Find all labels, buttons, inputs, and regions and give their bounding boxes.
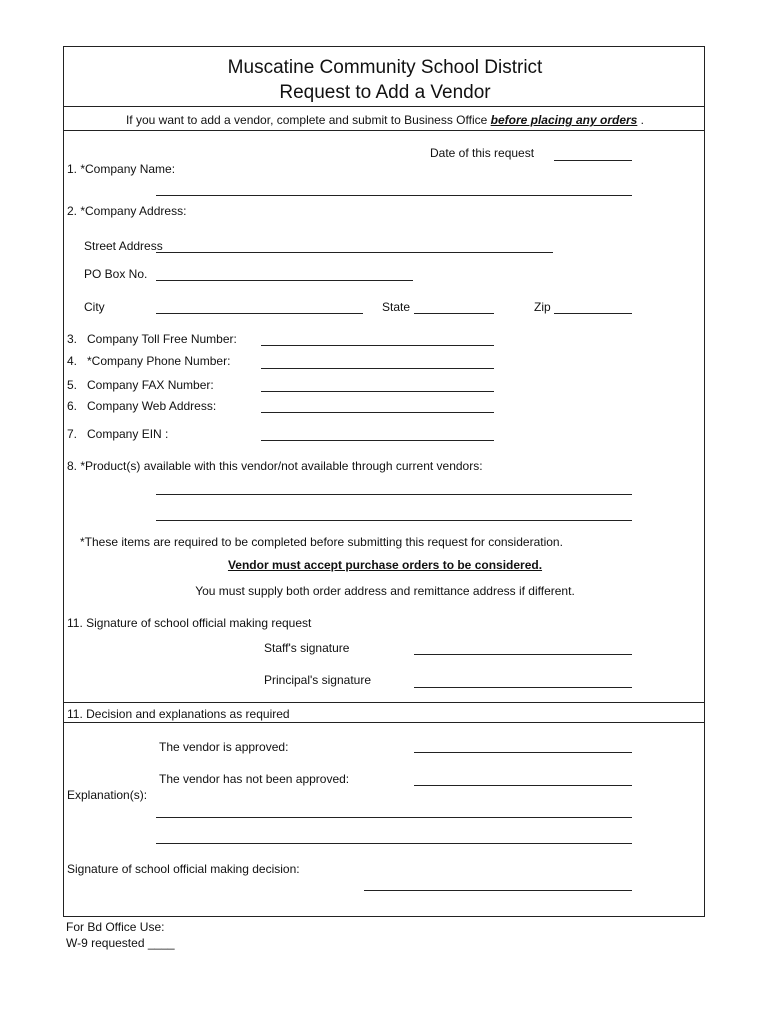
ein-label: Company EIN : [87,427,169,441]
approved-field[interactable] [414,752,632,753]
city-field[interactable] [156,313,363,314]
toll-free-field[interactable] [261,345,494,346]
principal-signature-label: Principal's signature [264,673,372,687]
toll-free-label: Company Toll Free Number: [87,332,237,346]
street-address-field[interactable] [156,252,553,253]
date-field[interactable] [554,160,632,161]
city-label: City [84,300,105,314]
phone-label: *Company Phone Number: [87,354,231,368]
vendor-request-form [63,46,705,917]
title-divider [64,106,704,107]
instructions-divider [64,130,704,131]
instructions-line [64,113,706,127]
company-name-label: 1. *Company Name: [67,162,176,176]
fax-field[interactable] [261,391,494,392]
company-name-field[interactable] [156,195,632,196]
decision-divider-top [64,702,704,703]
fax-label: Company FAX Number: [87,378,214,392]
zip-field[interactable] [554,313,632,314]
fax-number: 5. [67,378,78,392]
decision-divider-bottom [64,722,704,723]
company-address-label: 2. *Company Address: [67,204,187,218]
office-use-label: For Bd Office Use: [66,920,165,934]
phone-field[interactable] [261,368,494,369]
po-box-field[interactable] [156,280,413,281]
instructions-suffix: . [637,113,645,127]
staff-signature-field[interactable] [414,654,632,655]
state-label: State [382,300,411,314]
po-box-label: PO Box No. [84,267,148,281]
not-approved-field[interactable] [414,785,632,786]
form-title-line1: Muscatine Community School District [227,57,543,78]
products-field-line2[interactable] [156,520,632,521]
w9-blank[interactable]: ____ [147,936,175,950]
ein-number: 7. [67,427,78,441]
zip-label: Zip [534,300,551,314]
products-field-line1[interactable] [156,494,632,495]
staff-signature-label: Staff's signature [264,641,350,655]
signature-section-title: 11. Signature of school official making request [67,616,312,630]
decision-signature-field[interactable] [364,890,632,891]
date-label: Date of this request [430,146,535,160]
street-address-label: Street Address [84,239,163,253]
not-approved-label: The vendor has not been approved: [159,772,350,786]
phone-number: 4. [67,354,78,368]
form-title-line2: Request to Add a Vendor [279,82,491,103]
instructions-prefix: If you want to add a vendor, complete and submit to Business Office [125,113,491,127]
approved-label: The vendor is approved: [159,740,289,754]
w9-label: W-9 requested [66,936,145,950]
decision-signature-label: Signature of school official making decision: [67,862,300,876]
purchase-orders-text: Vendor must accept purchase orders to be considered. [227,558,543,572]
instructions-emphasis: before placing any orders [490,113,638,127]
explanations-field-line1[interactable] [156,817,632,818]
principal-signature-field[interactable] [414,687,632,688]
purchase-orders-note [64,558,706,572]
toll-free-number: 3. [67,332,78,346]
decision-section-title: 11. Decision and explanations as required [67,707,290,721]
addresses-note: You must supply both order address and remittance address if different. [195,584,575,598]
web-number: 6. [67,399,78,413]
explanations-label: Explanation(s): [67,788,148,802]
web-field[interactable] [261,412,494,413]
ein-field[interactable] [261,440,494,441]
required-note: *These items are required to be completed before submitting this request for consideration. [80,535,563,549]
web-label: Company Web Address: [87,399,217,413]
products-label: 8. *Product(s) available with this vendor/not available through current vendors: [67,459,483,473]
explanations-field-line2[interactable] [156,843,632,844]
w9-requested [66,936,175,950]
state-field[interactable] [414,313,494,314]
